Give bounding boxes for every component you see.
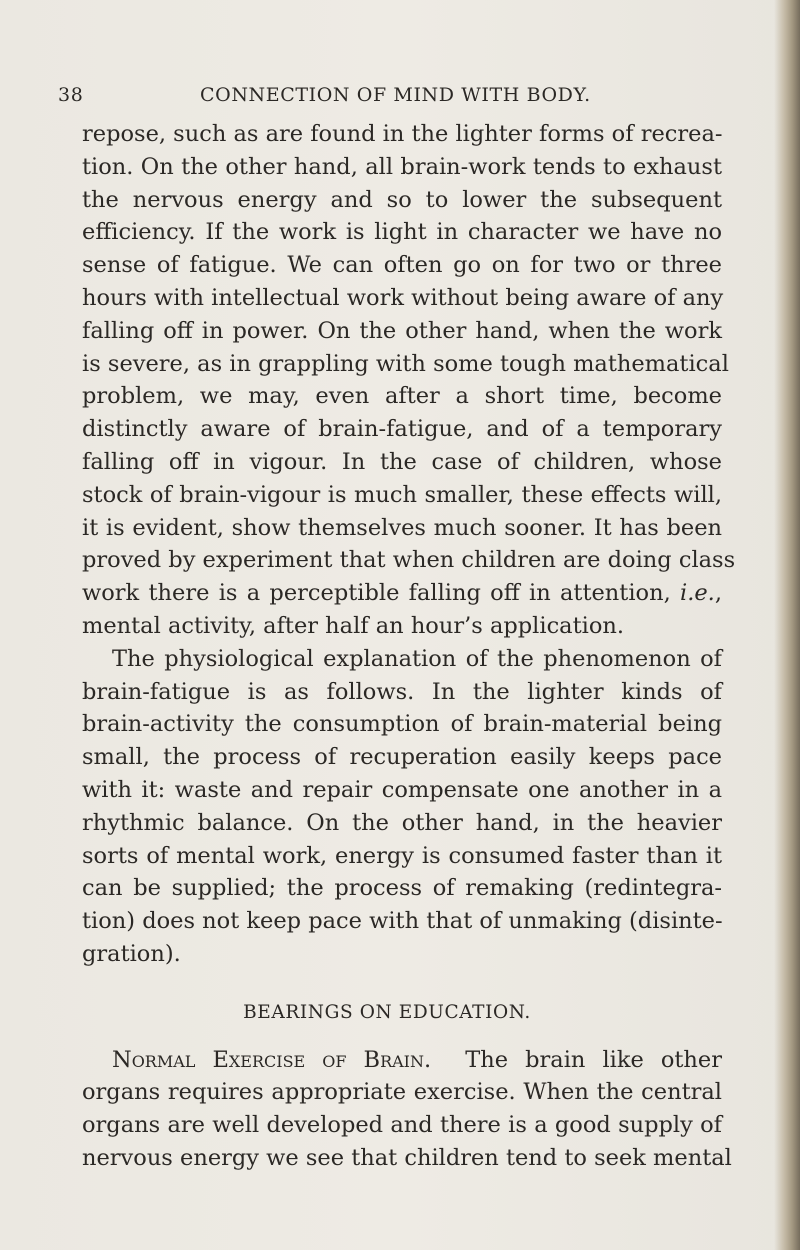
text-line: small, the process of recuperation easily keeps pace (82, 744, 722, 771)
text-line: falling off in power. On the other hand, when the work (82, 317, 722, 344)
book-binding-edge (774, 0, 800, 1250)
text-line (82, 1044, 722, 1077)
text-line: it is evident, show themselves much sooner. It has been (82, 514, 722, 541)
text-line: efficiency. If the work is light in character we have no (82, 219, 722, 246)
text-line: proved by experiment that when children are doing class (82, 547, 736, 574)
paragraph-3 (82, 1044, 732, 1175)
paragraph-1 (82, 118, 736, 643)
text-line: stock of brain-vigour is much smaller, these effects will, (82, 481, 722, 508)
text-line: is severe, as in grappling with some tough mathematical (82, 350, 729, 377)
text-line: hours with intellectual work without being aware of any (82, 284, 724, 311)
text-fragment: The brain like other (465, 1046, 722, 1073)
text-line: repose, such as are found in the lighter forms of recrea- (82, 121, 723, 147)
text-fragment: work there is a perceptible falling off in attention, (82, 580, 681, 607)
text-fragment: , (714, 580, 722, 607)
text-line: falling off in vigour. In the case of children, whose (82, 448, 722, 475)
text-line: with it: waste and repair compensate one another in a (82, 776, 722, 803)
text-line: nervous energy we see that children tend to seek mental (82, 1144, 732, 1171)
text-line: distinctly aware of brain-fatigue, and of a temporary (82, 416, 722, 443)
text-line: organs requires appropriate exercise. When the central (82, 1079, 722, 1106)
page-number: 38 (58, 84, 84, 106)
text-line: rhythmic balance. On the other hand, in the heavier (82, 809, 722, 836)
text-line: gration). (82, 940, 181, 967)
text-line: can be supplied; the process of remaking (redintegra- (82, 875, 722, 902)
text-line: tion) does not keep pace with that of unmaking (disinte- (82, 908, 723, 935)
text-line: mental activity, after half an hour’s application. (82, 612, 625, 639)
text-line: problem, we may, even after a short time, become (82, 383, 722, 410)
text-line: brain-activity the consumption of brain-material being (82, 711, 722, 738)
chapter-title: CONNECTION OF MIND WITH BODY. (200, 84, 591, 106)
running-head (58, 84, 628, 114)
text-line: organs are well developed and there is a good supply of (82, 1112, 722, 1139)
paragraph-2 (82, 643, 722, 971)
text-line: brain-fatigue is as follows. In the lighter kinds of (82, 678, 722, 705)
text-line (82, 577, 722, 610)
section-heading: BEARINGS ON EDUCATION. (243, 1001, 531, 1023)
text-line: tion. On the other hand, all brain-work tends to exhaust (82, 153, 722, 180)
text-line: the nervous energy and so to lower the subsequent (82, 186, 722, 213)
lead-in-heading: Normal Exercise of Brain. (112, 1046, 432, 1073)
text-line: sorts of mental work, energy is consumed faster than it (82, 842, 722, 869)
text-line: The physiological explanation of the phenomenon of (112, 645, 722, 672)
italic-abbreviation: i.e. (680, 580, 715, 607)
text-line: sense of fatigue. We can often go on for two or three (82, 252, 722, 279)
body-text (82, 118, 736, 1175)
